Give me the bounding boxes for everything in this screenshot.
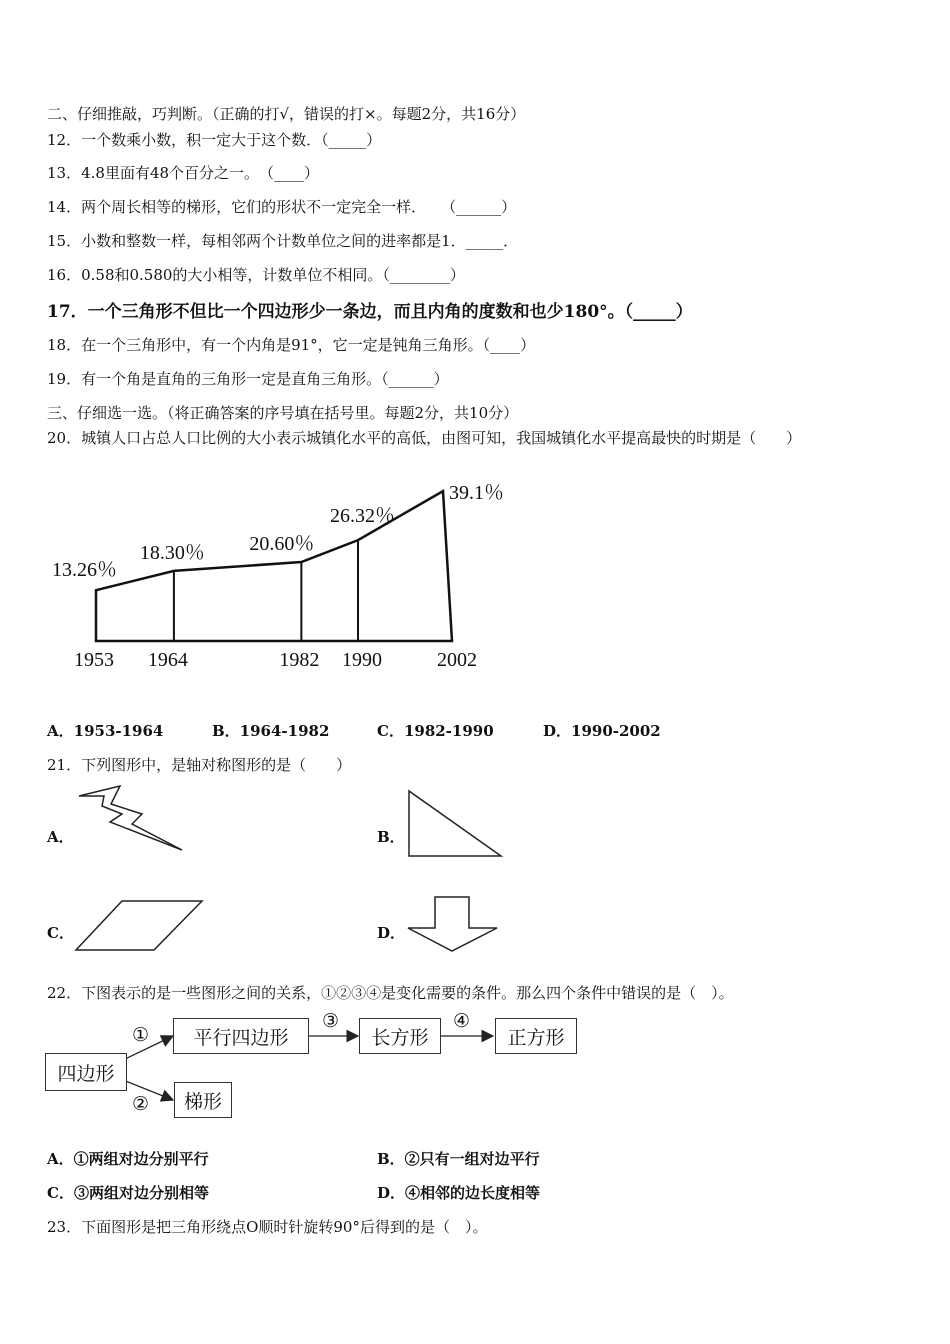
- q20-option-a[interactable]: A．1953-1964: [47, 722, 164, 740]
- q22-option-a[interactable]: A．①两组对边分别平行: [47, 1150, 209, 1168]
- square-box: 正方形: [495, 1018, 577, 1054]
- q21-option-a-label[interactable]: A．: [47, 828, 74, 846]
- chart-x-label-1964: 1964: [147, 649, 188, 671]
- question-14: 14．两个周长相等的梯形，它们的形状不一定完全一样． （______）: [47, 198, 517, 216]
- section2-title: 二、仔细推敲，巧判断。（正确的打√，错误的打×。每题2分，共16分）: [47, 105, 526, 123]
- chart-x-label-1982: 1982: [279, 649, 320, 671]
- chart-outline: [96, 491, 452, 641]
- chart-x-label-1953: 1953: [74, 649, 114, 671]
- q22-option-c[interactable]: C．③两组对边分别相等: [47, 1184, 209, 1202]
- question-22: 22．下图表示的是一些图形之间的关系，①②③④是变化需要的条件。那么四个条件中错误的是（ ）。: [47, 984, 734, 1002]
- chart-x-label-1990: 1990: [342, 649, 383, 671]
- section3-title: 三、仔细选一选。（将正确答案的序号填在括号里。每题2分，共10分）: [47, 404, 519, 422]
- question-15: 15．小数和整数一样，每相邻两个计数单位之间的进率都是1．_____．: [47, 232, 519, 250]
- chart-x-label-2002: 2002: [437, 649, 477, 671]
- q22-option-b[interactable]: B．②只有一组对边平行: [377, 1150, 540, 1168]
- condition-1: ①: [132, 1024, 150, 1046]
- chart-value-label-1953: 13.26％: [52, 559, 117, 582]
- condition-4: ④: [453, 1010, 471, 1032]
- urbanization-chart: [40, 470, 540, 680]
- trapezoid-box: 梯形: [174, 1082, 232, 1118]
- parallelogram-shape: [74, 898, 206, 953]
- q21-option-b-label[interactable]: B．: [377, 828, 405, 846]
- q20-option-c[interactable]: C．1982-1990: [377, 722, 494, 740]
- q21-option-d-label[interactable]: D．: [377, 924, 406, 942]
- condition-3: ③: [322, 1010, 340, 1032]
- question-21: 21．下列图形中，是轴对称图形的是（ ）: [47, 756, 352, 774]
- right-triangle-shape: [405, 788, 505, 860]
- question-13: 13．4.8里面有48个百分之一。 （____）: [47, 164, 320, 182]
- chart-value-label-2002: 39.1％: [449, 482, 504, 505]
- rectangle-box: 长方形: [359, 1018, 441, 1054]
- down-arrow-shape: [405, 893, 505, 955]
- question-18: 18．在一个三角形中，有一个内角是91°，它一定是钝角三角形。（____）: [47, 336, 536, 354]
- question-20: 20．城镇人口占总人口比例的大小表示城镇化水平的高低，由图可知，我国城镇化水平提高最快的时期是（ ）: [47, 429, 802, 447]
- parallelogram-box: 平行四边形: [173, 1018, 309, 1054]
- q20-option-d[interactable]: D．1990-2002: [543, 722, 661, 740]
- lightning-shape: [74, 784, 189, 854]
- q22-option-d[interactable]: D．④相邻的边长度相等: [377, 1184, 541, 1202]
- question-23: 23．下面图形是把三角形绕点O顺时针旋转90°后得到的是（ ）。: [47, 1218, 488, 1236]
- chart-value-label-1990: 26.32％: [330, 505, 396, 528]
- chart-value-label-1964: 18.30％: [139, 541, 205, 564]
- q21-option-c-label[interactable]: C．: [47, 924, 74, 942]
- question-16: 16．0.58和0.580的大小相等，计数单位不相同。（________）: [47, 266, 465, 284]
- chart-value-label-1982: 20.60％: [249, 533, 315, 556]
- condition-2: ②: [132, 1093, 150, 1115]
- question-19: 19．有一个角是直角的三角形一定是直角三角形。（______）: [47, 370, 449, 388]
- question-17: 17．一个三角形不但比一个四边形少一条边，而且内角的度数和也少180°。（_____）: [47, 302, 693, 322]
- question-12: 12．一个数乘小数，积一定大于这个数．（_____）: [47, 131, 382, 149]
- quadrilateral-box: 四边形: [45, 1053, 127, 1091]
- q20-option-b[interactable]: B．1964-1982: [212, 722, 330, 740]
